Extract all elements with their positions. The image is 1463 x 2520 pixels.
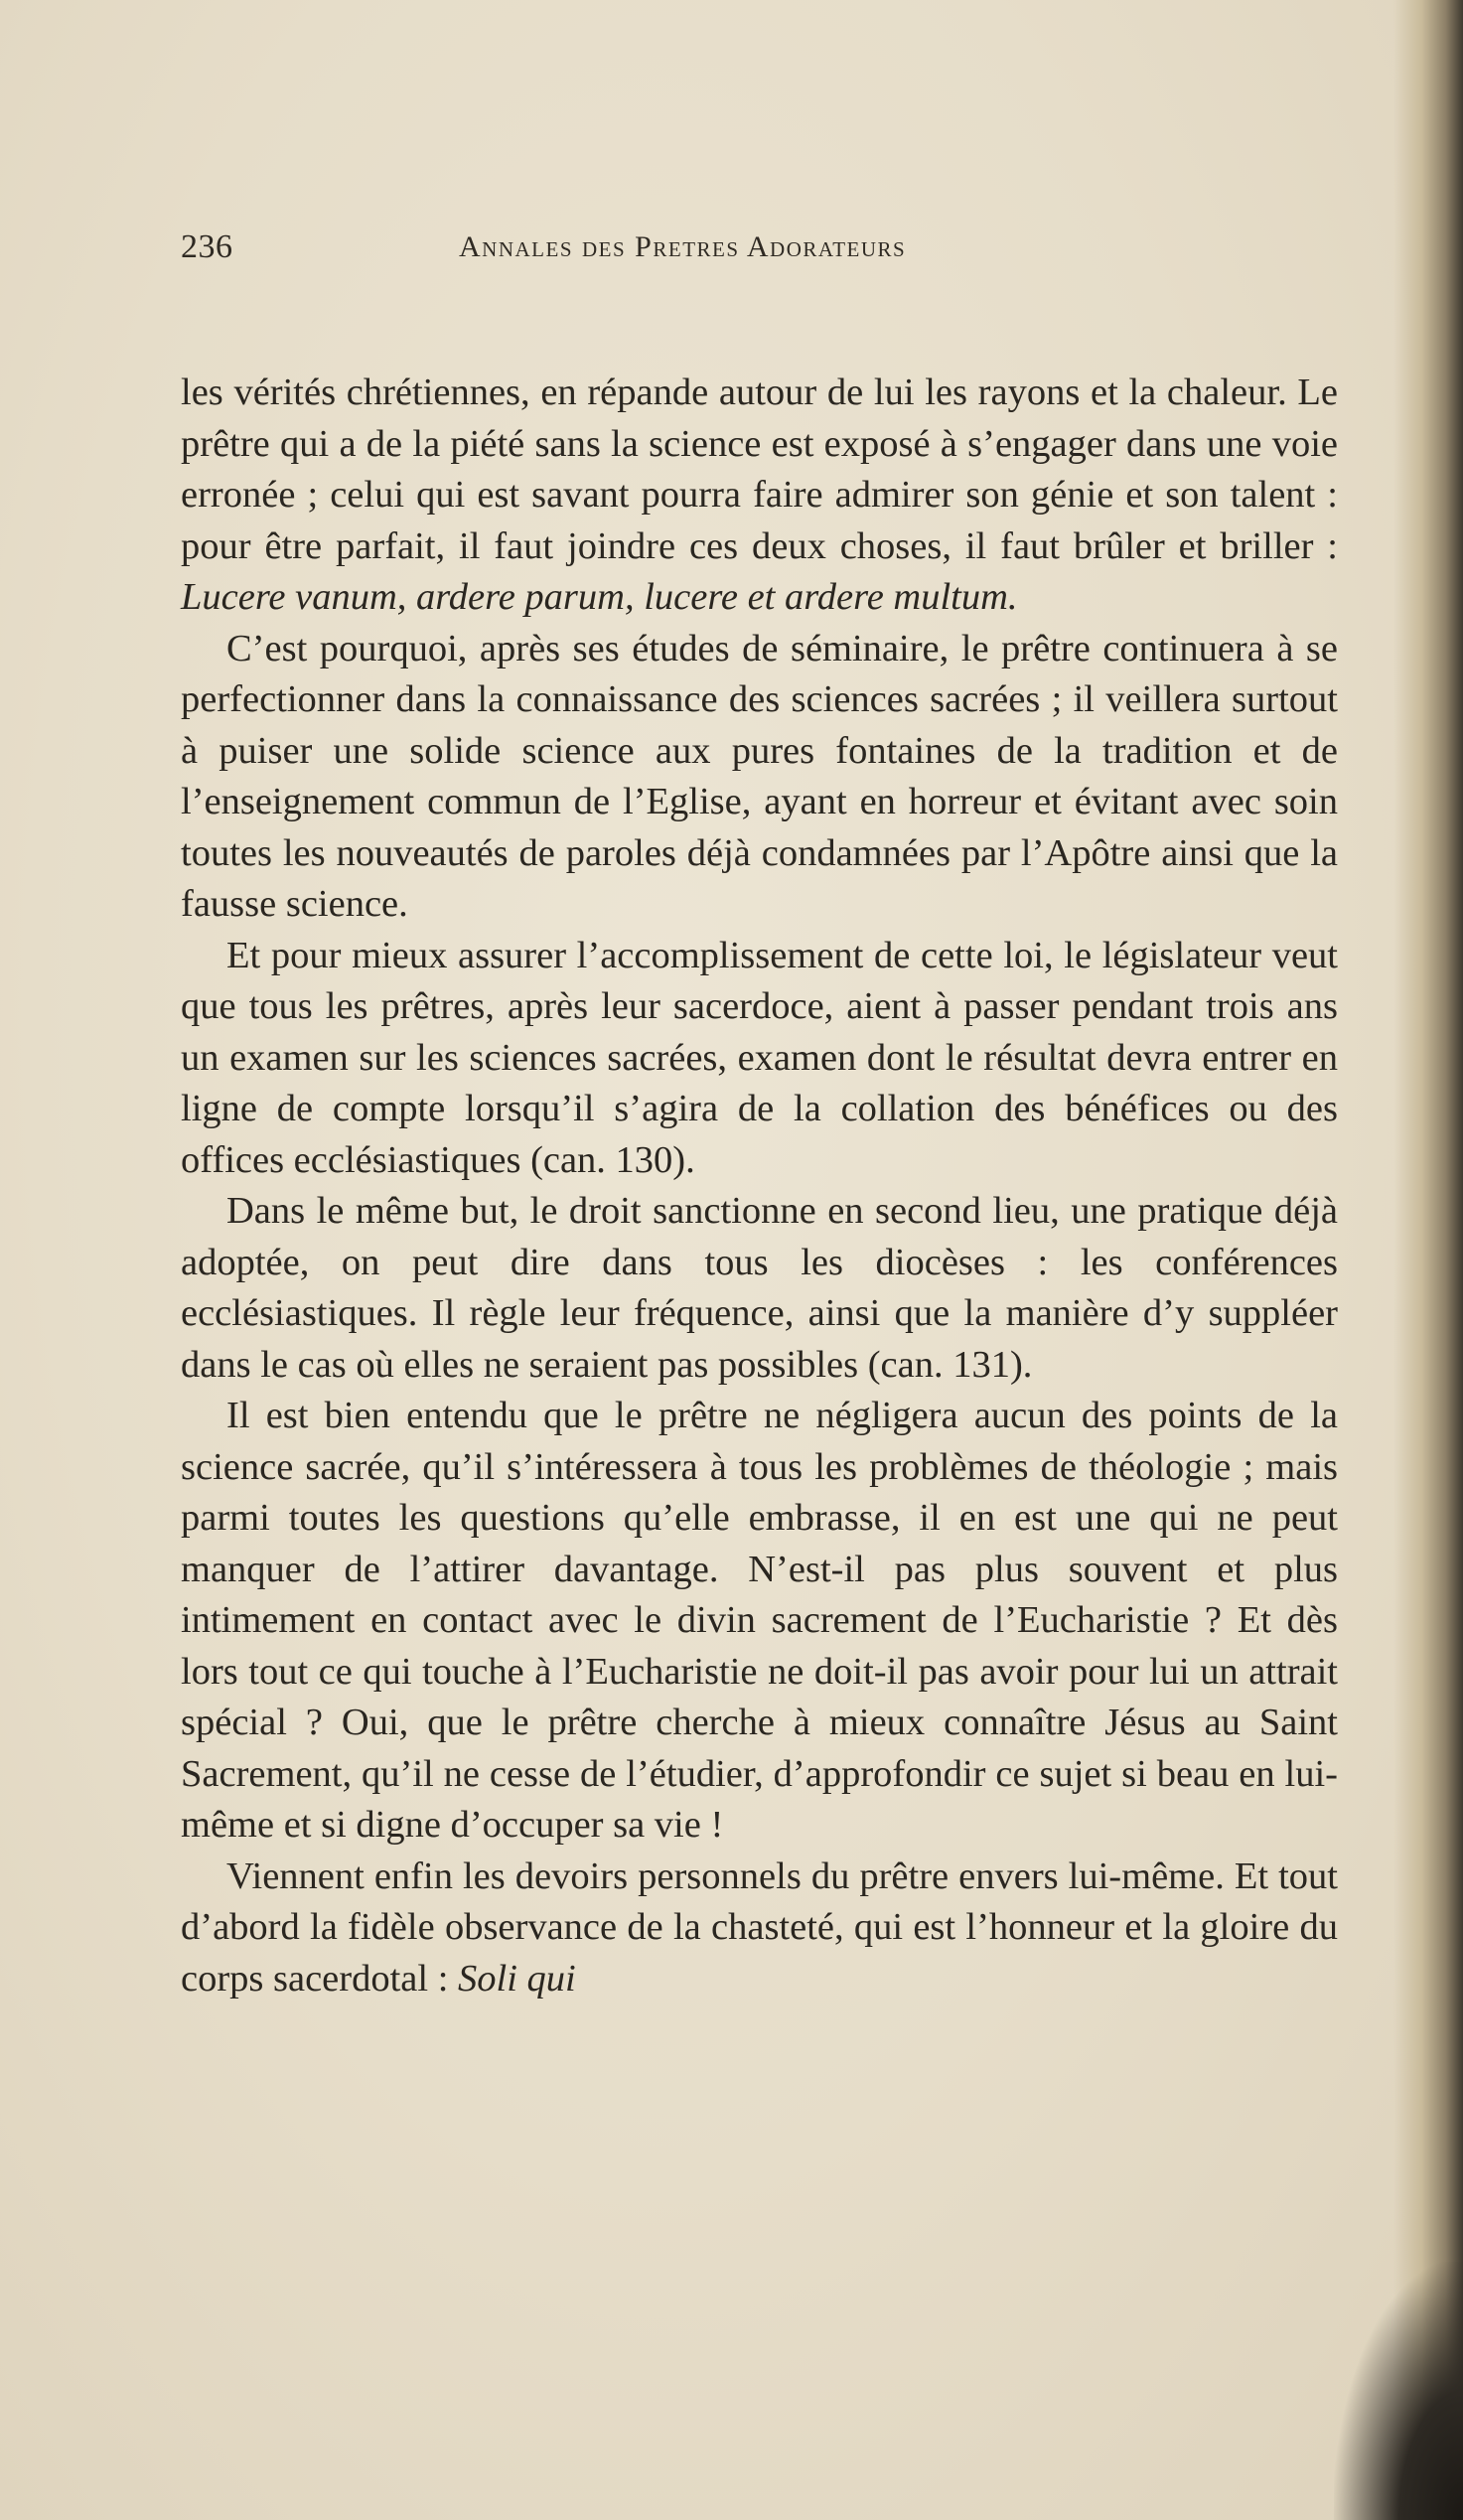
paragraph-1 bbox=[181, 368, 1338, 624]
paragraph-2 bbox=[181, 624, 1338, 931]
paragraph-4-text: Dans le même but, le droit sanctionne en second lieu, une pratique déjà adoptée, on peut dire dans tous les diocèses : les conférences ecclésiastiques. Il règle leur fréquence, ainsi que la manière d’y suppléer dans le cas où elles ne seraient pas possibles (can. 131). bbox=[181, 1190, 1338, 1386]
paragraph-6 bbox=[181, 1852, 1338, 2005]
paragraph-2-text: C’est pourquoi, après ses études de séminaire, le prêtre continuera à se perfectionner dans la connaissance des sciences sacrées ; il veillera surtout à puiser une solide science aux pures fontaines de la tradition et de l’enseignement commun de l’Eglise, ayant en horreur et évitant avec soin toutes les nouveautés de paroles déjà condamnées par l’Apôtre ainsi que la fausse science. bbox=[181, 627, 1338, 925]
paragraph-6-text: Viennent enfin les devoirs personnels du prêtre envers lui-même. Et tout d’abord la fidèle observance de la chasteté, qui est l’honneur et la gloire du corps sacerdotal : bbox=[181, 1854, 1338, 2000]
running-header bbox=[181, 228, 1343, 272]
paragraph-5-text: Il est bien entendu que le prêtre ne négligera aucun des points de la science sacrée, qu’il s’intéressera à tous les problèmes de théologie ; mais parmi toutes les questions qu’elle embrasse, il en est une qui ne peut manquer de l’attirer davantage. N’est-il pas plus souvent et plus intimement en contact avec le divin sacrement de l’Eucharistie ? Et dès lors tout ce qui touche à l’Eucharistie ne doit-il pas avoir pour lui un attrait spécial ? Oui, que le prêtre cherche à mieux connaître Jésus au Saint Sacrement, qu’il ne cesse de l’étudier, d’approfondir ce sujet si beau en lui-même et si digne d’occuper sa vie ! bbox=[181, 1395, 1338, 1846]
paragraph-6-latin-quote: Soli qui bbox=[458, 1957, 576, 2000]
page-number: 236 bbox=[181, 228, 233, 265]
running-title: Annales des Pretres Adorateurs bbox=[459, 230, 907, 263]
paragraph-1-latin-quote: Lucere vanum, ardere parum, lucere et ardere multum. bbox=[181, 576, 1018, 618]
page-binding-edge bbox=[1393, 0, 1463, 2520]
paragraph-3-text: Et pour mieux assurer l’accomplissement de cette loi, le législateur veut que tous les prêtres, après leur sacerdoce, aient à passer pendant trois ans un examen sur les sciences sacrées, examen dont le résultat devra entrer en ligne de compte lorsqu’il s’agira de la collation des bénéfices ou des offices ecclésiastiques (can. 130). bbox=[181, 934, 1338, 1181]
paragraph-5 bbox=[181, 1391, 1338, 1852]
paragraph-3 bbox=[181, 931, 1338, 1187]
body-text bbox=[181, 368, 1338, 2004]
paragraph-1-text: les vérités chrétiennes, en répande autour de lui les rayons et la chaleur. Le prêtre qui a de la piété sans la science est exposé à s’engager dans une voie erronée ; celui qui est savant pourra faire admirer son génie et son talent : pour être parfait, il faut joindre ces deux choses, il faut brûler et briller : bbox=[181, 371, 1338, 567]
paragraph-4 bbox=[181, 1186, 1338, 1391]
page-corner-shadow bbox=[1334, 2262, 1463, 2520]
